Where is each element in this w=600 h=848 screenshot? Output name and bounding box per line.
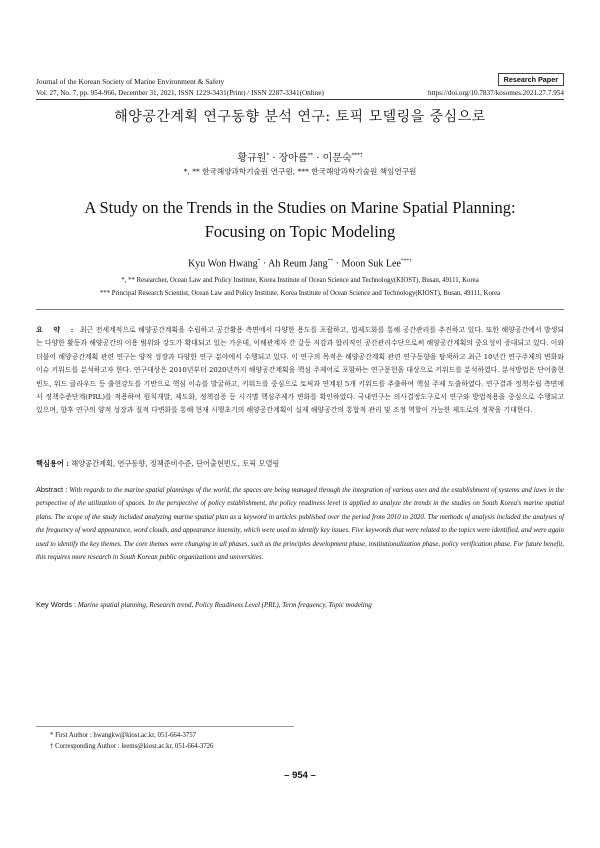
en-author-1: Kyu Won Hwang — [188, 258, 258, 270]
english-keywords-label: Key Words : — [36, 600, 77, 609]
footnote-divider — [36, 726, 294, 727]
affiliation-divider — [36, 309, 564, 310]
english-title — [40, 196, 560, 244]
footnote-first-author: * First Author : hwangkw@kiost.ac.kr, 051-664-3757 — [50, 732, 197, 739]
korean-affiliation: *, ** 한국해양과학기술원 연구원, *** 한국해양과학기술원 책임연구원 — [183, 167, 417, 176]
korean-keywords-text: 해양공간계획, 연구동향, 정책준비수준, 단어출현빈도, 토픽 모델링 — [71, 459, 280, 468]
english-abstract-label: Abstract : — [36, 485, 68, 494]
en-author-3-mark: ***† — [400, 258, 412, 264]
english-keywords — [36, 600, 564, 609]
en-author-1-mark: * — [257, 258, 261, 264]
english-abstract-text: With regards to the marine spatial plannings of the world, the spaces are being managed through the integration of various uses and the establishment of systems and laws in the perspective of the utilization of spaces. In the perspective of policy establishment, the policy readiness level is applied to analyze the trends in the studies on South Korea's marine spatial plans. The scope of the study included analyzing marine spatial plan as a keyword in articles published over the period from 2010 to 2020. The methods of analysis included the analyses of the frequency of word appearance, word clouds, and appearance intensity, which were used to identify key issues. Five keywords that were related to the topics were identified, and were again used to identify the key themes. The core themes were changing in all phases, such as the principles development phase, institutionalization phase, policy verification phase. For future benefit, this requires more research in South Korean public organizations and universities. — [36, 487, 564, 562]
english-affiliation-2: *** Principal Research Scientist, Ocean Law and Policy Institute, Korea Institute of Ocean Science and Technology(KIOST), Busan, 49111, Korea — [99, 290, 501, 297]
header-divider — [36, 99, 564, 100]
english-title-line-1: A Study on the Trends in the Studies on Marine Spatial Planning: — [84, 198, 516, 217]
kr-author-1-mark: * — [266, 152, 270, 159]
volume-info: Vol. 27, No. 7, pp. 954-966, December 31, 2021, ISSN 1229-3431(Print) / ISSN 2287-3341(Online) — [36, 89, 324, 97]
korean-keywords-label: 핵심용어 : — [36, 459, 69, 468]
author-separator: · — [333, 258, 342, 270]
english-title-line-2: Focusing on Topic Modeling — [204, 222, 396, 241]
korean-keywords — [36, 459, 564, 469]
korean-abstract-text: 최근 전세계적으로 해양공간계획을 수립하고 공간활용 측면에서 다양한 용도를 포괄하고, 법제도화를 통해 공간관리를 추진하고 있다. 또한 해양공간에서 발생되는 다양한 활동과 해양공간의 이용 범위와 강도가 확대되고 있는 가운데, 이해관계자 간 갈등 저감과 합리적인 공간관리수단으로써 해양공간계획의 중요성이 증대되고 있다. 이와 더불어 해양공간계획 관련 연구는 양적 성장과 다양한 연구 분야에서 수행되고 있다. 이 연구의 목적은 해양공간계획 관련 연구동향을 탐색하고 최근 10년간 연구주제의 변화와 이슈 키워드를 분석하고자 한다. 연구대상은 2010년부터 2020년까지 해양공간계획을 핵심 주제어로 포함하는 연구문헌을 대상으로 키워드를 분석하였다. 분석방법은 단어출현빈도, 워드 클라우드 등 출현강도를 기반으로 핵심 이슈를 발굴하고, 키워드를 중심으로 토픽과 연계된 5개 키워드를 추출하여 핵심 주제 도출하였다. 연구결과 정책수립 측면에서 정책수준단계(PRL)를 적용하여 원칙개발, 제도화, 정책검증 등 시기별 핵심주제가 변화를 확인하였다. 국내연구는 의사결정도구로서 연구와 방법적용을 중심으로 수행되고 있으며, 향후 연구의 양적 성장과 질적 다변화를 통해 현재 시행초기의 해양공간계획이 실제 해양공간의 통합적 관리 및 조정 역할이 가능한 제도로의 정착을 기대한다. — [36, 326, 564, 415]
kr-author-2: 장아름 — [278, 153, 308, 164]
korean-abstract-label: 요 약 : — [36, 326, 78, 334]
author-separator: · — [269, 153, 279, 164]
kr-author-2-mark: ** — [307, 152, 314, 159]
journal-name: Journal of the Korean Society of Marine Environment & Safety — [36, 77, 225, 86]
english-affiliation-1: *, ** Researcher, Ocean Law and Policy Institute, Korea Institute of Ocean Science and Technology(KIOST), Busan, 49111, Korea — [121, 277, 479, 284]
kr-author-3-mark: ***† — [351, 152, 363, 159]
en-author-3: Moon Suk Lee — [341, 258, 401, 270]
kr-author-1: 황규원 — [237, 153, 267, 164]
author-separator: · — [313, 153, 323, 164]
author-separator: · — [260, 258, 269, 270]
korean-title: 해양공간계획 연구동향 분석 연구: 토픽 모델링을 중심으로 — [114, 109, 486, 125]
english-authors — [0, 258, 600, 269]
korean-abstract — [36, 324, 564, 418]
page-number: – 954 – — [284, 770, 316, 781]
english-keywords-text: Marine spatial planning, Research trend, Policy Readiness Level (PRL), Term frequency, Topic modeling — [77, 601, 372, 609]
paper-type-badge: Research Paper — [498, 73, 564, 86]
footnote-corresponding-author: † Corresponding Author : leems@kiost.ac.kr, 051-664-3726 — [50, 743, 214, 750]
publication-meta — [36, 89, 564, 97]
doi-link[interactable]: https://doi.org/10.7837/kosomes.2021.27.7.954 — [427, 89, 564, 97]
en-author-2-mark: ** — [327, 258, 334, 264]
en-author-2: Ah Reum Jang — [268, 258, 328, 270]
kr-author-3: 이문숙 — [322, 153, 352, 164]
english-abstract — [36, 483, 564, 564]
korean-authors — [0, 149, 600, 164]
